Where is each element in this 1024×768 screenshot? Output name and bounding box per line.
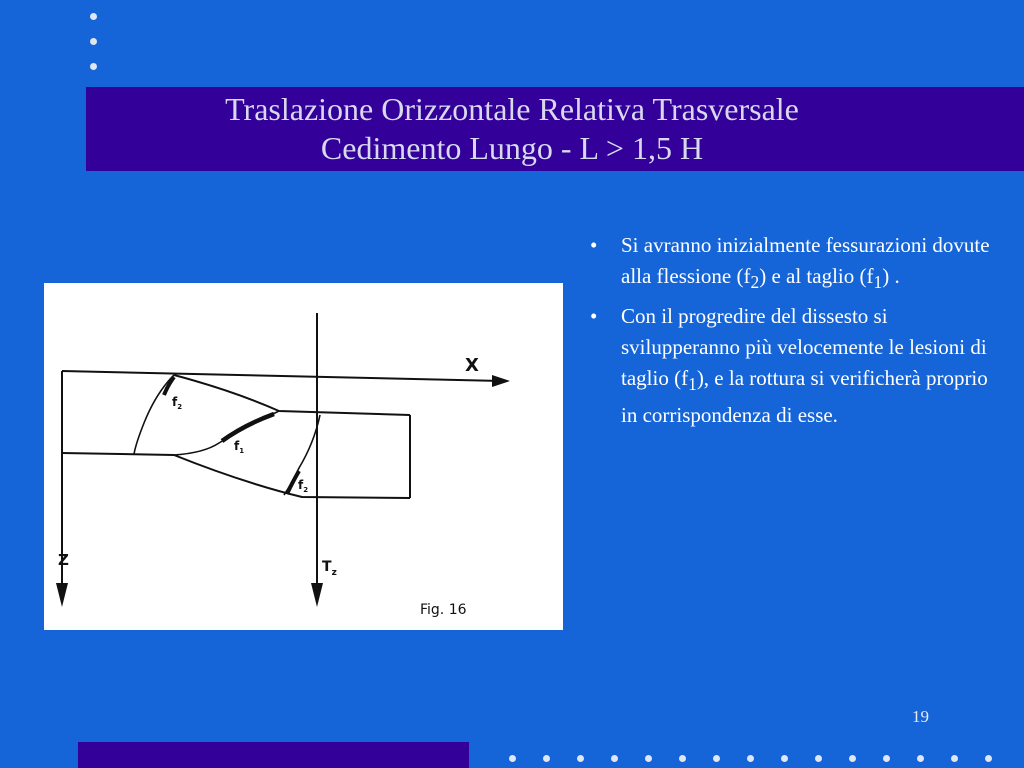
tz-arrowhead xyxy=(311,583,323,607)
crack-label-f2-top: $f_2$ xyxy=(172,395,183,411)
bullet-1-sub-a: 2 xyxy=(750,272,760,293)
bullet-1-text-c: ) . xyxy=(882,264,900,288)
title-line-1: Traslazione Orizzontale Relativa Trasversale xyxy=(225,91,799,127)
mid-edge xyxy=(174,375,410,415)
crack-label-f1: $f_1$ xyxy=(234,439,245,455)
decor-dot-bottom-6 xyxy=(679,755,686,762)
x-axis-label: X xyxy=(465,355,479,376)
figure-image xyxy=(44,283,563,630)
tz-label: $T_z$ xyxy=(322,559,337,578)
decor-dot-top-1 xyxy=(90,13,97,20)
bullet-item-1 xyxy=(585,230,995,298)
crack-f1-bold xyxy=(222,414,274,441)
decor-dot-bottom-12 xyxy=(883,755,890,762)
bullet-2-sub-a: 1 xyxy=(688,374,697,395)
z-axis-arrowhead xyxy=(56,583,68,607)
page-number: 19 xyxy=(912,707,929,726)
decor-dot-bottom-8 xyxy=(747,755,754,762)
slide-title xyxy=(86,90,938,168)
figure-caption: Fig. 16 xyxy=(420,602,467,618)
crack-label-f2-bottom: $f_2$ xyxy=(298,478,309,494)
z-axis-label: Z xyxy=(58,551,69,569)
decor-dot-bottom-11 xyxy=(849,755,856,762)
figure-drawing xyxy=(44,283,563,630)
x-axis-arrowhead xyxy=(492,375,510,387)
bullet-2-text-a: Con il progredire del dissesto si svilupperanno più velocemente le lesioni di taglio (f xyxy=(621,304,987,391)
decor-dot-bottom-3 xyxy=(577,755,584,762)
decor-dot-bottom-7 xyxy=(713,755,720,762)
decor-dot-bottom-10 xyxy=(815,755,822,762)
decor-dot-bottom-2 xyxy=(543,755,550,762)
bullet-2-text-b: ), e la rottura si verificherà proprio in corrispondenza di esse. xyxy=(621,366,988,428)
bullet-list xyxy=(585,230,995,434)
decor-dot-bottom-1 xyxy=(509,755,516,762)
decor-dot-top-2 xyxy=(90,38,97,45)
decor-dot-bottom-9 xyxy=(781,755,788,762)
decor-dot-bottom-15 xyxy=(985,755,992,762)
bullet-1-text-b: ) e al taglio (f xyxy=(759,264,874,288)
bullet-marker: • xyxy=(590,233,598,257)
bullet-1-sub-b: 1 xyxy=(873,272,883,293)
bottom-edge xyxy=(62,453,410,498)
bullet-item-2 xyxy=(585,301,995,431)
decor-dot-bottom-14 xyxy=(951,755,958,762)
decor-dot-bottom-5 xyxy=(645,755,652,762)
decor-dot-bottom-4 xyxy=(611,755,618,762)
decor-dot-top-3 xyxy=(90,63,97,70)
decor-dot-bottom-13 xyxy=(917,755,924,762)
bottom-band xyxy=(78,742,469,768)
title-line-2: Cedimento Lungo - L > 1,5 H xyxy=(320,130,704,166)
top-edge xyxy=(62,371,502,381)
bullet-1-text-a: Si avranno inizialmente fessurazioni dovute alla flessione (f xyxy=(621,233,990,288)
bullet-marker: • xyxy=(590,304,598,329)
